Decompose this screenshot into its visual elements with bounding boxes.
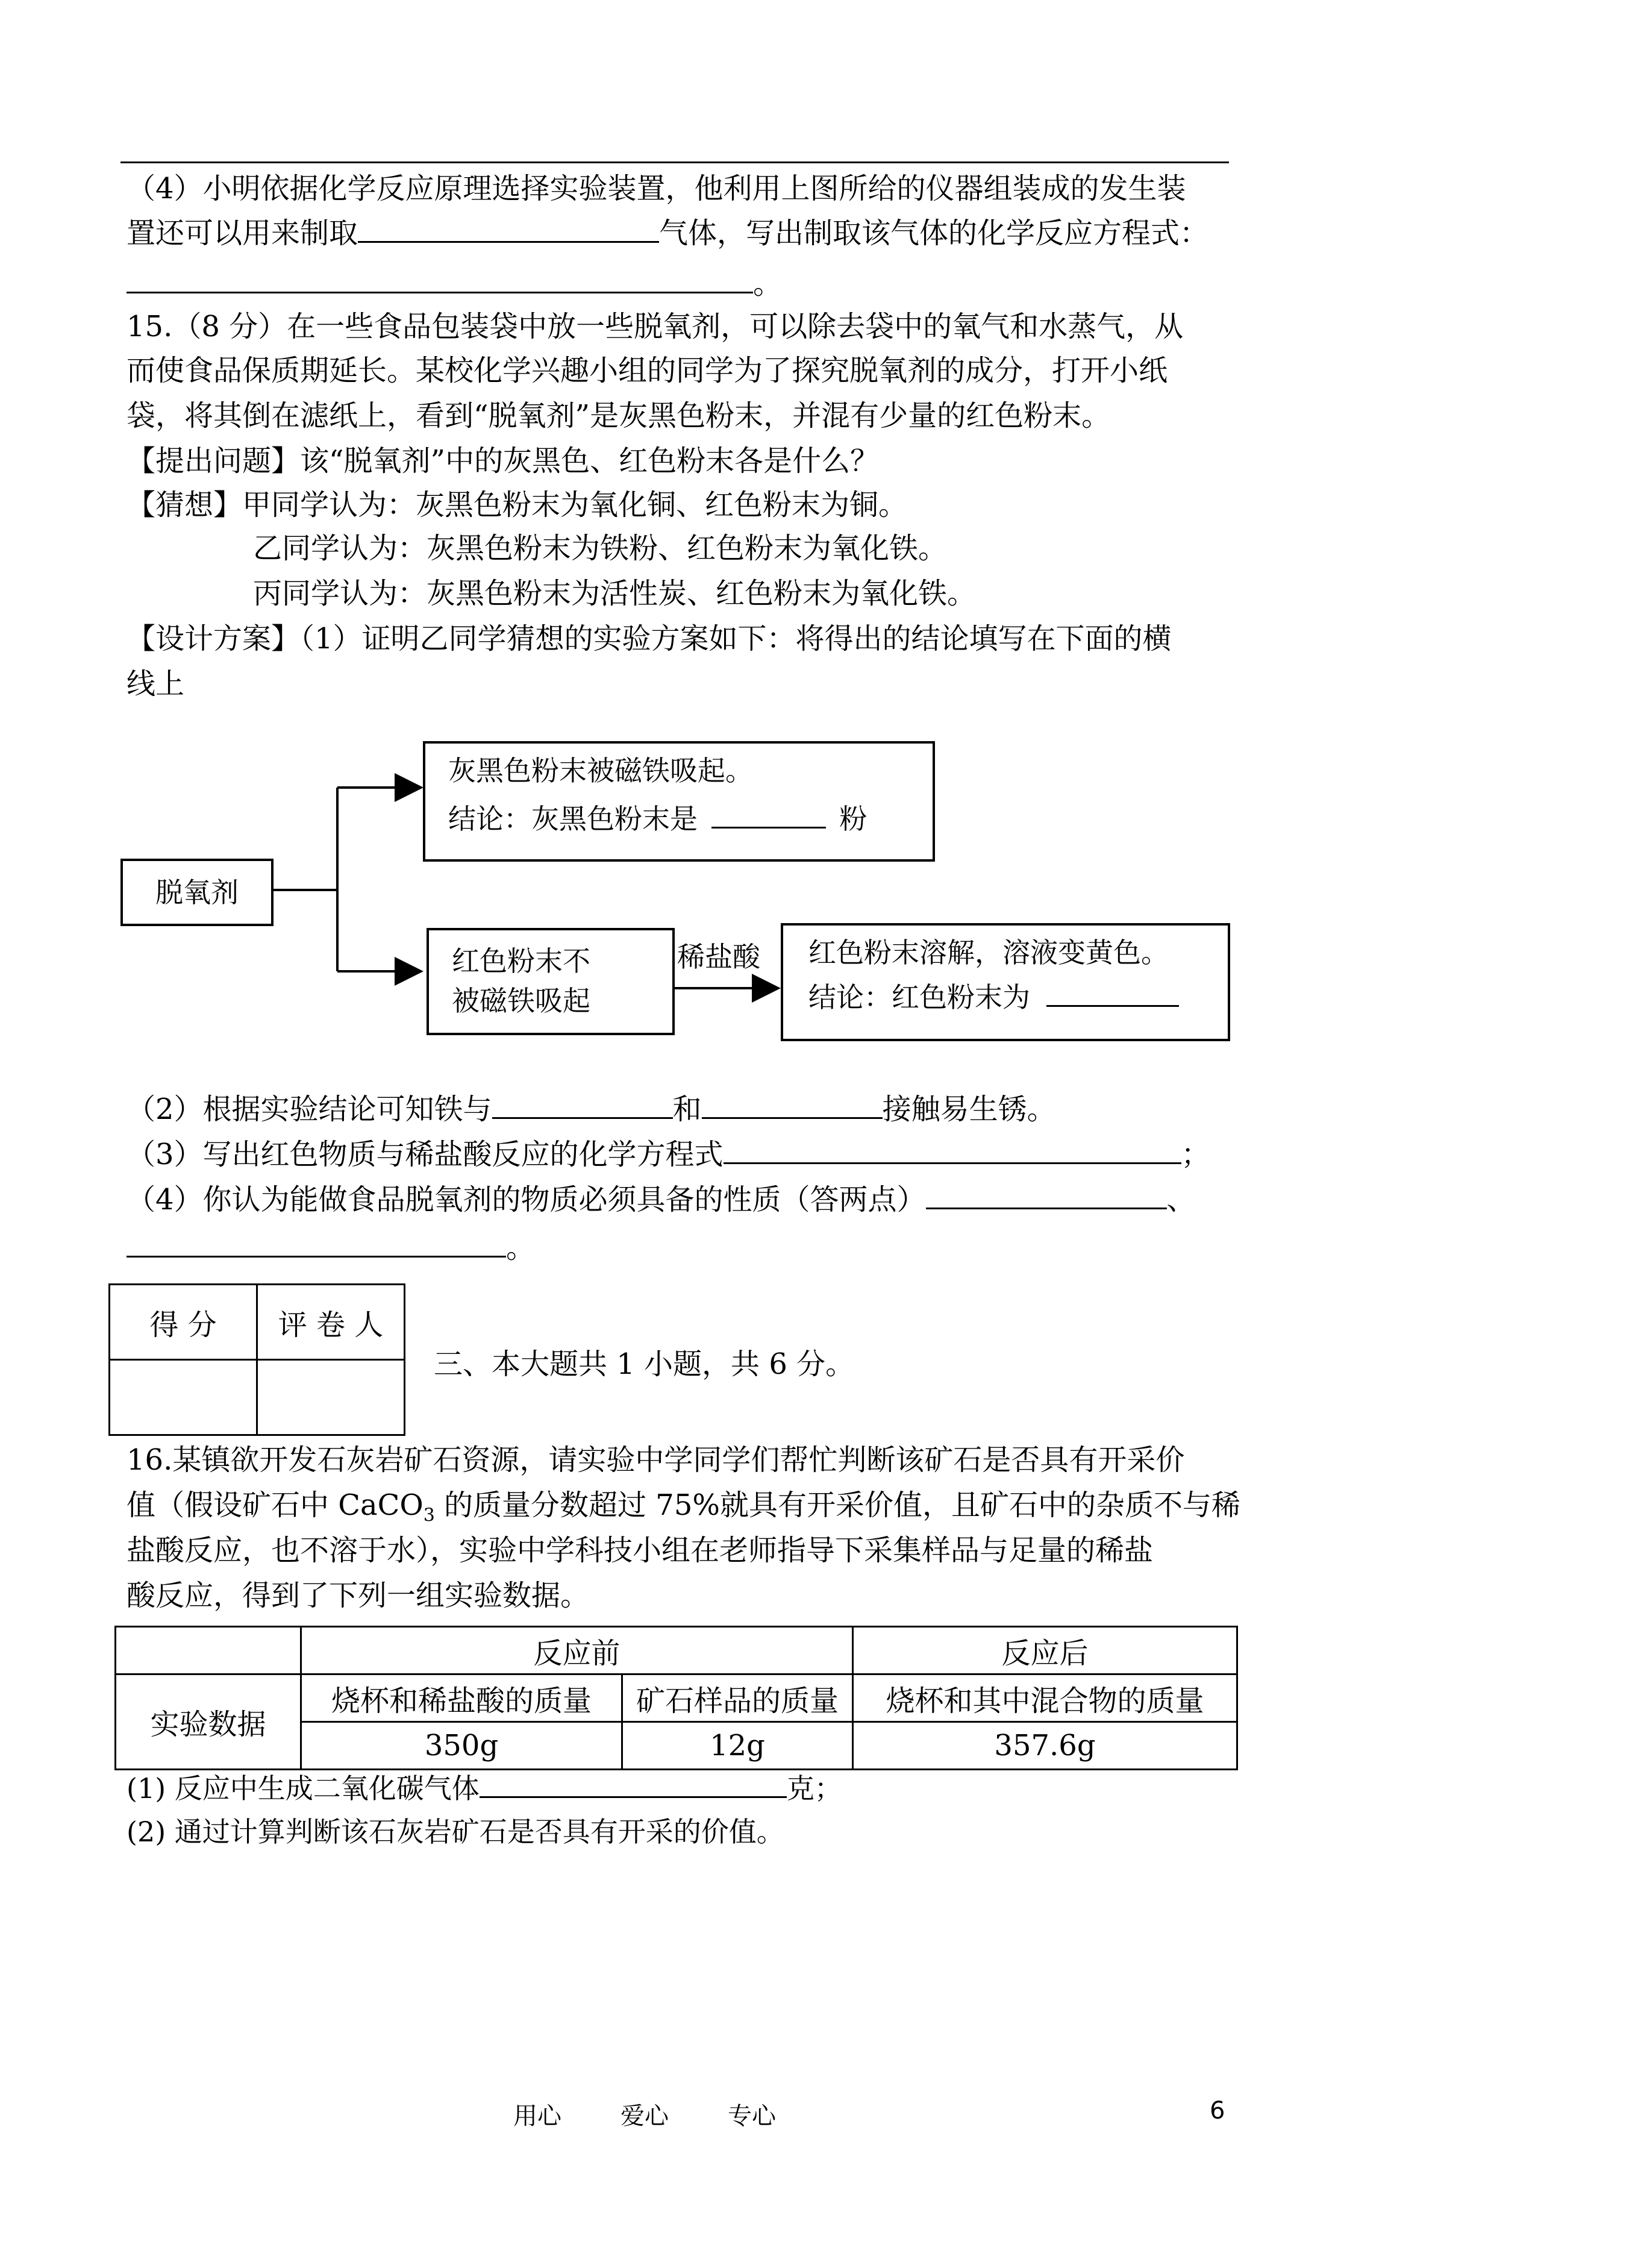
flow-top-line2 (448, 799, 933, 839)
experiment-data-table (114, 1626, 1238, 1770)
q15-part4-line1 (127, 1181, 1196, 1218)
answer-blank[interactable] (711, 803, 826, 829)
q15-design-line2: 线上 (127, 667, 185, 701)
answer-blank[interactable] (480, 1770, 787, 1798)
q16-text: 的质量分数超过 75%就具有开采价值，且矿石中的杂质不与稀 (434, 1488, 1240, 1522)
grader-label: 评 卷 人 (257, 1285, 405, 1360)
q15-guess-a: 【猜想】甲同学认为：灰黑色粉末为氧化铜、红色粉末为铜。 (127, 488, 908, 522)
q14-text: 置还可以用来制取 (127, 216, 358, 250)
q16-line4: 酸反应，得到了下列一组实验数据。 (127, 1579, 590, 1612)
answer-blank[interactable] (492, 1091, 673, 1119)
flow-bottom-left-line2: 被磁铁吸起 (452, 985, 590, 1017)
q15-text: 、 (1166, 1183, 1196, 1217)
flow-bottom-right-line1: 红色粉末溶解，溶液变黄色。 (808, 936, 1169, 969)
q15-intro-line2: 而使食品保质期延长。某校化学兴趣小组的同学为了探究脱氧剂的成分，打开小纸 (127, 354, 1168, 387)
q15-part3 (127, 1136, 1210, 1173)
q15-part4-line2 (127, 1229, 535, 1266)
flow-bottom-right-line2 (808, 977, 1228, 1017)
footer-motto-3: 专心 (728, 2102, 776, 2130)
section3-title: 三、本大题共 1 小题，共 6 分。 (434, 1347, 855, 1381)
q15-text: （3）写出红色物质与稀盐酸反应的化学方程式 (127, 1138, 724, 1171)
answer-blank[interactable] (926, 1181, 1167, 1209)
q16-line2 (127, 1487, 1240, 1534)
q15-text: 接触易生锈。 (882, 1092, 1056, 1126)
q15-intro-line3: 袋，将其倒在滤纸上，看到“脱氧剂”是灰黑色粉末，并混有少量的红色粉末。 (127, 399, 1111, 433)
table-col-header: 烧杯和稀盐酸的质量 (301, 1674, 622, 1722)
table-cell: 12g (622, 1722, 853, 1770)
flow-text: 粉 (839, 803, 868, 835)
q16-text: 克； (786, 1772, 842, 1805)
q16-text: 值（假设矿石中 CaCO (127, 1488, 424, 1522)
flow-text: 结论：红色粉末为 (808, 981, 1030, 1013)
q16-subscript: 3 (423, 1505, 435, 1526)
q15-text: 和 (672, 1092, 702, 1126)
answer-blank[interactable] (724, 1136, 1181, 1164)
flow-top-box (423, 741, 935, 862)
q15-guess-c: 丙同学认为：灰黑色粉末为活性炭、红色粉末为氧化铁。 (253, 577, 977, 610)
flow-top-line1: 灰黑色粉末被磁铁吸起。 (448, 754, 753, 787)
q15-text: （4）你认为能做食品脱氧剂的物质必须具备的性质（答两点） (127, 1183, 926, 1217)
flow-reagent-label: 稀盐酸 (677, 941, 760, 973)
q16-part2: (2) 通过计算判断该石灰岩矿石是否具有开采的价值。 (127, 1815, 784, 1848)
score-cell[interactable] (110, 1360, 257, 1435)
q15-guess-b: 乙同学认为：灰黑色粉末为铁粉、红色粉末为氧化铁。 (253, 531, 948, 565)
q16-part1 (127, 1770, 842, 1806)
q15-design-line1: 【设计方案】（1）证明乙同学猜想的实验方案如下：将得出的结论填写在下面的横 (127, 622, 1172, 656)
footer-motto-1: 用心 (513, 2102, 561, 2130)
table-col-header: 烧杯和其中混合物的质量 (853, 1674, 1237, 1722)
answer-blank[interactable] (127, 1229, 506, 1258)
q16-line1: 16.某镇欲开发石灰岩矿石资源，请实验中学同学们帮忙判断该矿石是否具有开采价 (127, 1443, 1185, 1477)
table-header-before: 反应前 (301, 1627, 853, 1674)
grader-cell[interactable] (257, 1360, 405, 1435)
q15-text: （2）根据实验结论可知铁与 (127, 1092, 492, 1126)
q14-text: 。 (753, 267, 783, 301)
table-row-label: 实验数据 (116, 1674, 301, 1770)
flow-bottom-left-box (427, 928, 675, 1035)
table-cell: 350g (301, 1722, 622, 1770)
q15-text: ； (1181, 1138, 1210, 1171)
q16-text: (1) 反应中生成二氧化碳气体 (127, 1772, 480, 1805)
table-header-after: 反应后 (853, 1627, 1237, 1674)
flow-text: 结论：灰黑色粉末是 (448, 803, 698, 835)
q14-part4-line1: （4）小明依据化学反应原理选择实验装置，他利用上图所给的仪器组装成的发生装 (127, 172, 1186, 205)
score-label: 得 分 (110, 1285, 257, 1360)
q15-question: 【提出问题】该“脱氧剂”中的灰黑色、红色粉末各是什么？ (127, 444, 880, 478)
q15-part2 (127, 1091, 1056, 1127)
answer-blank[interactable] (702, 1091, 883, 1119)
footer-motto-2: 爱心 (621, 2102, 669, 2130)
answer-blank[interactable] (1046, 981, 1179, 1007)
score-table (108, 1283, 405, 1436)
q15-intro-line1: 15.（8 分）在一些食品包装袋中放一些脱氧剂，可以除去袋中的氧气和水蒸气，从 (127, 310, 1184, 343)
q14-text: 气体，写出制取该气体的化学反应方程式： (659, 216, 1209, 250)
table-cell: 357.6g (853, 1722, 1237, 1770)
flow-bottom-right-box (781, 923, 1230, 1041)
q15-text: 。 (506, 1231, 536, 1265)
table-corner-cell (116, 1627, 301, 1674)
flow-start-label: 脱氧剂 (155, 876, 239, 909)
q16-line3: 盐酸反应，也不溶于水），实验中学科技小组在老师指导下采集样品与足量的稀盐 (127, 1533, 1154, 1567)
flow-bottom-left-line1: 红色粉末不 (452, 945, 590, 977)
page-number: 6 (1210, 2097, 1225, 2125)
table-col-header: 矿石样品的质量 (622, 1674, 853, 1722)
flow-start-box (120, 859, 274, 926)
